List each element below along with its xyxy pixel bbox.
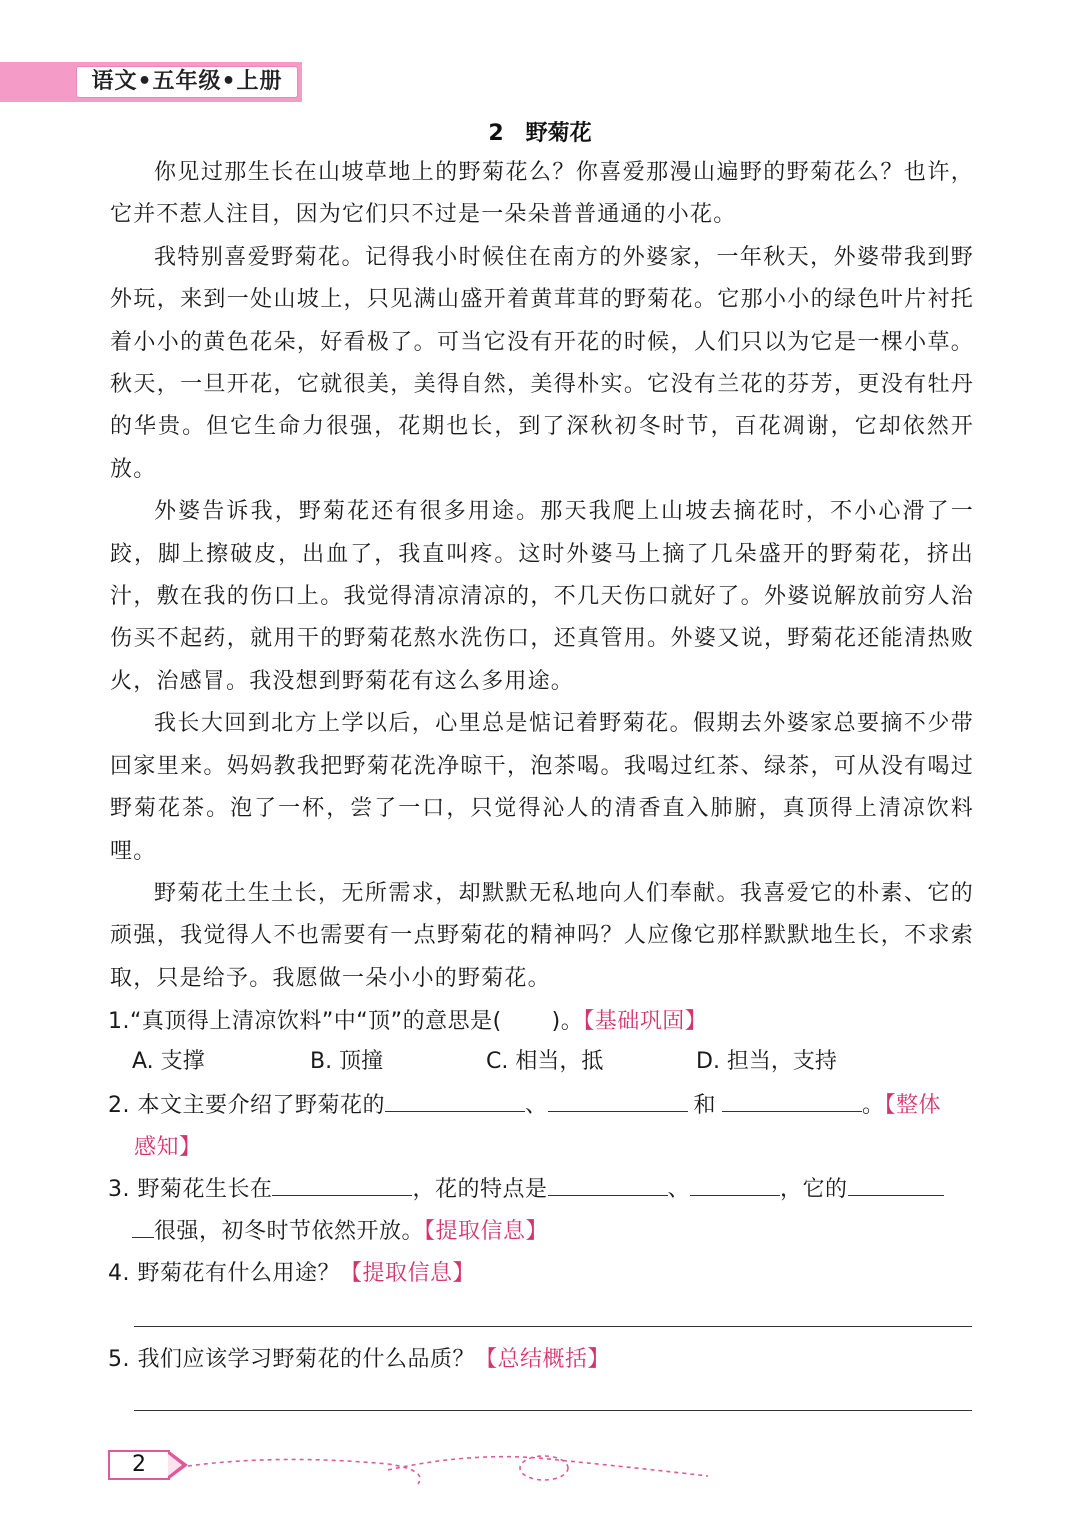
option-b[interactable]: B. 顶撞 — [310, 1049, 384, 1074]
article-body — [110, 152, 974, 1000]
answer-line-q4[interactable] — [134, 1326, 972, 1327]
option-d[interactable]: D. 担当，支持 — [696, 1049, 837, 1074]
tag-overall-2: 感知】 — [134, 1135, 202, 1160]
answer-blank-q1[interactable] — [502, 1006, 552, 1028]
question-5: 5. 我们应该学习野菊花的什么品质？【总结概括】 — [108, 1347, 611, 1372]
tag-summary: 【总结概括】 — [475, 1347, 611, 1372]
answer-blank-q2-3[interactable] — [722, 1089, 862, 1112]
answer-blank-q2-2[interactable] — [548, 1089, 688, 1112]
dashed-path-decoration-icon — [188, 1446, 718, 1496]
answer-blank-q3-1[interactable] — [272, 1173, 412, 1196]
tag-extract-1: 【提取信息】 — [424, 1219, 549, 1244]
answer-blank-q3-2[interactable] — [548, 1173, 668, 1196]
answer-line-q5[interactable] — [134, 1410, 972, 1411]
tag-overall-1: 【整体 — [884, 1093, 942, 1118]
paragraph-3: 外婆告诉我，野菊花还有很多用途。那天我爬上山坡去摘花时，不小心滑了一跤，脚上擦破皮，出血了，我直叫疼。这时外婆马上摘了几朵盛开的野菊花，挤出汁，敷在我的伤口上。我觉得清凉清凉的，不几天伤口就好了。外婆说解放前穷人治伤买不起药，就用干的野菊花熬水洗伤口，还真管用。外婆又说，野菊花还能清热败火，治感冒。我没想到野菊花有这么多用途。 — [110, 499, 974, 694]
question-3-cont: 很强，初冬时节依然开放。【提取信息】 — [132, 1214, 998, 1245]
answer-blank-q3-4-cont[interactable] — [132, 1215, 154, 1238]
paragraph-5: 野菊花土生土长，无所需求，却默默无私地向人们奉献。我喜爱它的朴素、它的顽强，我觉得人不也需要有一点野菊花的精神吗？人应像它那样默默地生长，不求索取，只是给予。我愿做一朵小小的野菊花。 — [110, 880, 974, 991]
page-title — [0, 116, 1080, 147]
answer-blank-q2-1[interactable] — [385, 1089, 525, 1112]
question-1: 1.“真顶得上清凉饮料”中“顶”的意思是( )。【基础巩固】 — [108, 1004, 974, 1035]
question-4: 4. 野菊花有什么用途？【提取信息】 — [108, 1261, 475, 1286]
book-label: 语文•五年级•上册 — [76, 66, 298, 98]
lesson-title: 野菊花 — [525, 121, 592, 146]
paragraph-1: 你见过那生长在山坡草地上的野菊花么？你喜爱那漫山遍野的野菊花么？也许，它并不惹人注目，因为它们只不过是一朵朵普普通通的小花。 — [110, 160, 974, 228]
paragraph-4: 我长大回到北方上学以后，心里总是惦记着野菊花。假期去外婆家总要摘不少带回家里来。妈妈教我把野菊花洗净晾干，泡茶喝。我喝过红茶、绿茶，可从没有喝过野菊花茶。泡了一杯，尝了一口，只觉得沁人的清香直入肺腑，真顶得上清凉饮料哩。 — [110, 711, 974, 864]
option-a[interactable]: A. 支撑 — [132, 1049, 205, 1074]
question-2: 2. 本文主要介绍了野菊花的 、 和 。【整体 — [108, 1088, 974, 1119]
paragraph-2: 我特别喜爱野菊花。记得我小时候住在南方的外婆家，一年秋天，外婆带我到野外玩，来到一处山坡上，只见满山盛开着黄茸茸的野菊花。它那小小的绿色叶片衬托着小小的黄色花朵，好看极了。可当它没有开花的时候，人们只以为它是一棵小草。秋天，一旦开花，它就很美，美得自然，美得朴实。它没有兰花的芬芳，更没有牡丹的华贵。但它生命力很强，花期也长，到了深秋初冬时节，百花凋谢，它却依然开放。 — [110, 244, 974, 482]
page-arrow-inner-icon — [168, 1454, 182, 1476]
option-c[interactable]: C. 相当，抵 — [486, 1049, 604, 1074]
tag-basic: 【基础巩固】 — [583, 1009, 708, 1034]
question-2-cont — [134, 1130, 1000, 1161]
lesson-number: 2 — [488, 121, 504, 146]
page-number: 2 — [108, 1450, 170, 1480]
tag-extract-2: 【提取信息】 — [339, 1261, 475, 1286]
question-3: 3. 野菊花生长在 ，花的特点是 、 ，它的 — [108, 1172, 974, 1203]
answer-blank-q3-4[interactable] — [848, 1173, 944, 1196]
answer-blank-q3-3[interactable] — [690, 1173, 780, 1196]
